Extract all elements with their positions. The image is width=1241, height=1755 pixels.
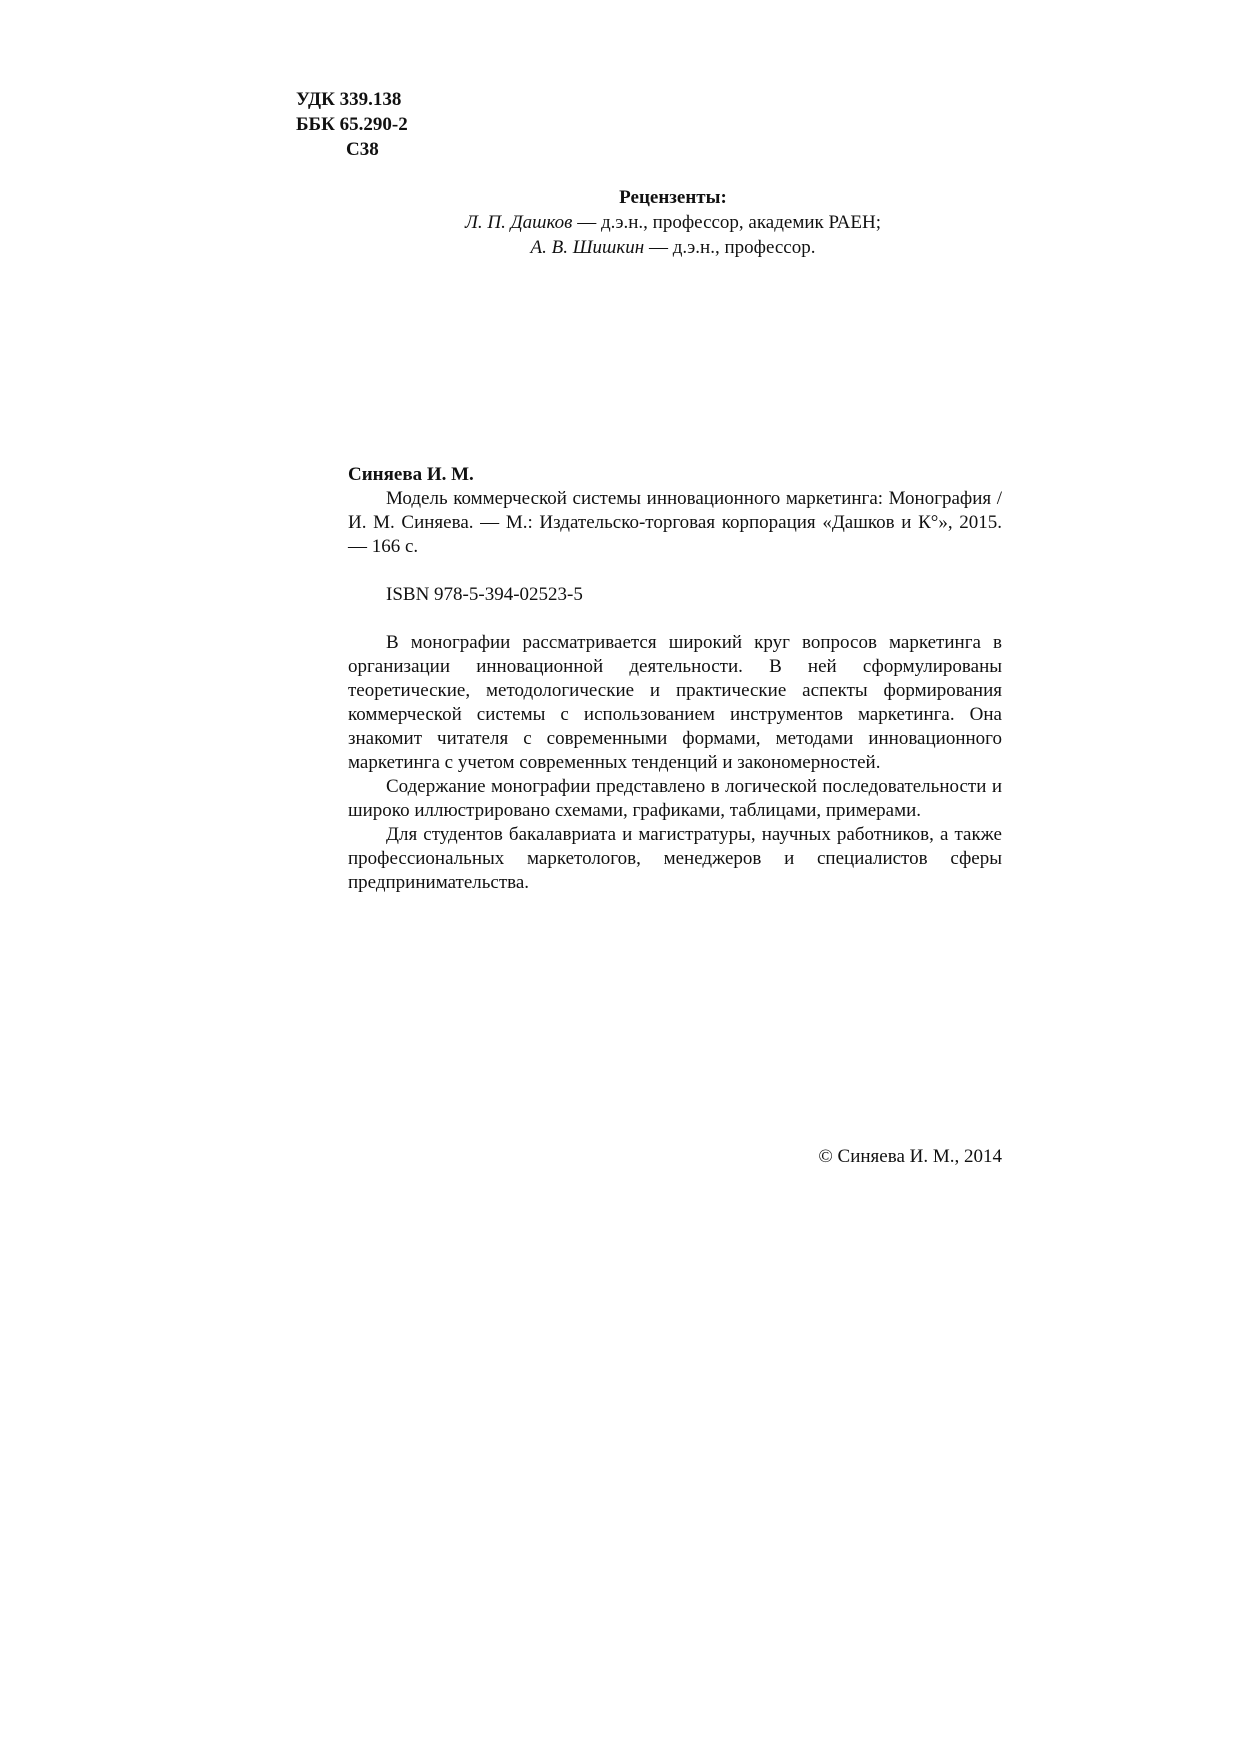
bibliographic-record [348,463,1002,895]
bbk-code: ББК 65.290-2 [296,114,408,135]
author-name: Синяева И. М. [348,464,474,485]
udk-code: УДК 339.138 [296,89,402,110]
bibliographic-description: Модель коммерческой системы инновационного маркетинга: Монография / И. М. Синяева. — М.: Издательско-торговая корпорация «Дашков и К°», 2015. — 166 с. [348,488,1002,557]
annotation-paragraph: Содержание монографии представлено в логической последовательности и широко иллюстрировано схемами, графиками, таблицами, примерами. [348,776,1002,821]
copyright-notice: © Синяева И. М., 2014 [818,1146,1002,1167]
reviewer-details: — д.э.н., профессор. [644,237,816,258]
reviewer-name: Л. П. Дашков [465,212,573,233]
author-mark: С38 [346,139,379,160]
annotation [348,631,1002,895]
reviewers-title: Рецензенты: [619,187,727,208]
annotation-paragraph: В монографии рассматривается широкий круг вопросов маркетинга в организации инновационной деятельности. В ней сформулированы теоретические, методологические и практические аспекты формирования коммерческой системы с использованием инструментов маркетинга. Она знакомит читателя с современными формами, методами инновационного маркетинга с учетом современных тенденций и закономерностей. [348,632,1002,773]
isbn: ISBN 978-5-394-02523-5 [386,584,583,605]
annotation-paragraph: Для студентов бакалавриата и магистратуры, научных работников, а также профессиональных маркетологов, менеджеров и специалистов сферы предпринимательства. [348,824,1002,893]
reviewer-line [348,210,998,235]
classification-codes [296,87,408,162]
reviewer-name: А. В. Шишкин [530,237,645,258]
reviewers-block [348,185,998,260]
reviewer-line [348,235,998,260]
reviewer-details: — д.э.н., профессор, академик РАЕН; [572,212,881,233]
